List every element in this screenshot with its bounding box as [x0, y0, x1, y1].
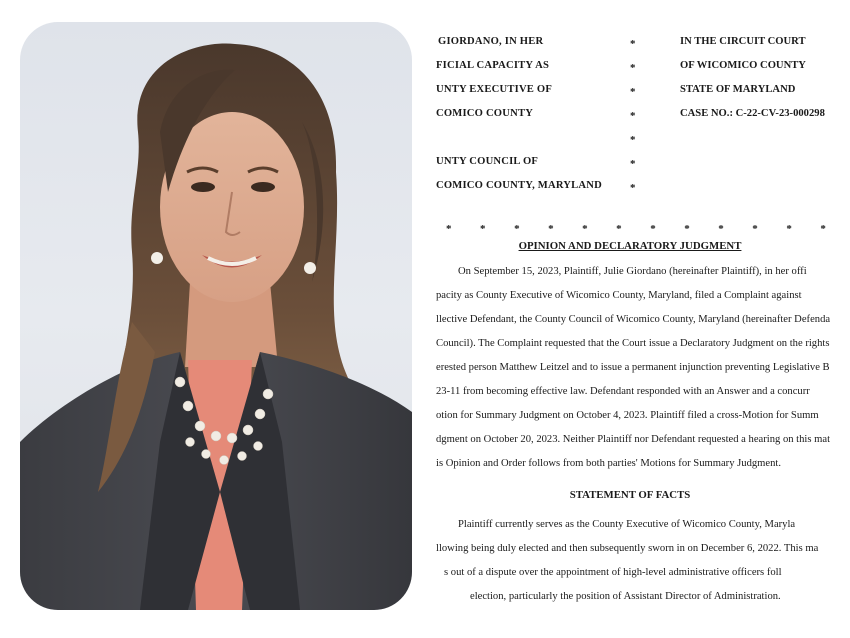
caption-star: * — [630, 182, 636, 194]
separator-star: * — [752, 223, 758, 235]
separator-star: * — [616, 223, 622, 235]
body-line: Council). The Complaint requested that the Court issue a Declaratory Judgment on the rights — [436, 338, 830, 349]
separator-star: * — [718, 223, 724, 235]
body-line: pacity as County Executive of Wicomico County, Maryland, filed a Complaint against — [436, 290, 802, 301]
caption-star: * — [630, 86, 636, 98]
separator-star: * — [582, 223, 588, 235]
opinion-heading — [430, 240, 830, 252]
body-line: election, particularly the position of Assistant Director of Administration. — [470, 591, 781, 602]
court-document — [430, 22, 830, 610]
separator-stars — [446, 223, 826, 235]
body-line: is Opinion and Order follows from both parties' Motions for Summary Judgment. — [436, 458, 781, 469]
body-line: On September 15, 2023, Plaintiff, Julie Giordano (hereinafter Plaintiff), in her offi — [458, 266, 807, 277]
body-line: s out of a dispute over the appointment of high-level administrative officers foll — [444, 567, 782, 578]
caption-left-line: UNTY COUNCIL OF — [436, 156, 539, 167]
body-line: llowing being duly elected and then subsequently sworn in on December 6, 2022. This ma — [436, 543, 819, 554]
opinion-title: OPINION AND DECLARATORY JUDGMENT — [518, 240, 742, 252]
separator-star: * — [514, 223, 520, 235]
separator-star: * — [684, 223, 690, 235]
body-line: 23-11 from becoming effective law. Defendant responded with an Answer and a concurr — [436, 386, 810, 397]
portrait-photo — [20, 22, 412, 610]
separator-star: * — [446, 223, 452, 235]
separator-star: * — [650, 223, 656, 235]
caption-left-line: COMICO COUNTY — [436, 108, 534, 119]
court-name: IN THE CIRCUIT COURT — [680, 36, 806, 47]
body-line: llective Defendant, the County Council of Wicomico County, Maryland (hereinafter Defenda — [436, 314, 830, 325]
separator-star: * — [548, 223, 554, 235]
separator-star: * — [480, 223, 486, 235]
caption-star: * — [630, 158, 636, 170]
caption-left-line: GIORDANO, IN HER — [438, 36, 544, 47]
body-line: otion for Summary Judgment on October 4, 2023. Plaintiff filed a cross-Motion for Summ — [436, 410, 819, 421]
caption-left-line: COMICO COUNTY, MARYLAND — [436, 180, 602, 191]
body-line: Plaintiff currently serves as the County Executive of Wicomico County, Maryla — [458, 519, 796, 530]
caption-star: * — [630, 110, 636, 122]
portrait-illustration — [20, 22, 412, 610]
facts-heading: STATEMENT OF FACTS — [569, 489, 691, 501]
caption-star: * — [630, 38, 636, 50]
separator-star: * — [820, 223, 826, 235]
caption-left-line: UNTY EXECUTIVE OF — [436, 84, 553, 95]
case-number: CASE NO.: C-22-CV-23-000298 — [680, 108, 825, 119]
court-county: OF WICOMICO COUNTY — [680, 60, 806, 71]
body-line: erested person Matthew Leitzel and to issue a permanent injunction preventing Legislative B — [436, 362, 830, 373]
caption-star: * — [630, 134, 636, 146]
court-state: STATE OF MARYLAND — [680, 84, 796, 95]
separator-star: * — [786, 223, 792, 235]
caption-star: * — [630, 62, 636, 74]
body-line: dgment on October 20, 2023. Neither Plaintiff nor Defendant requested a hearing on this mat — [436, 434, 830, 445]
caption-left-line: FICIAL CAPACITY AS — [436, 60, 550, 71]
